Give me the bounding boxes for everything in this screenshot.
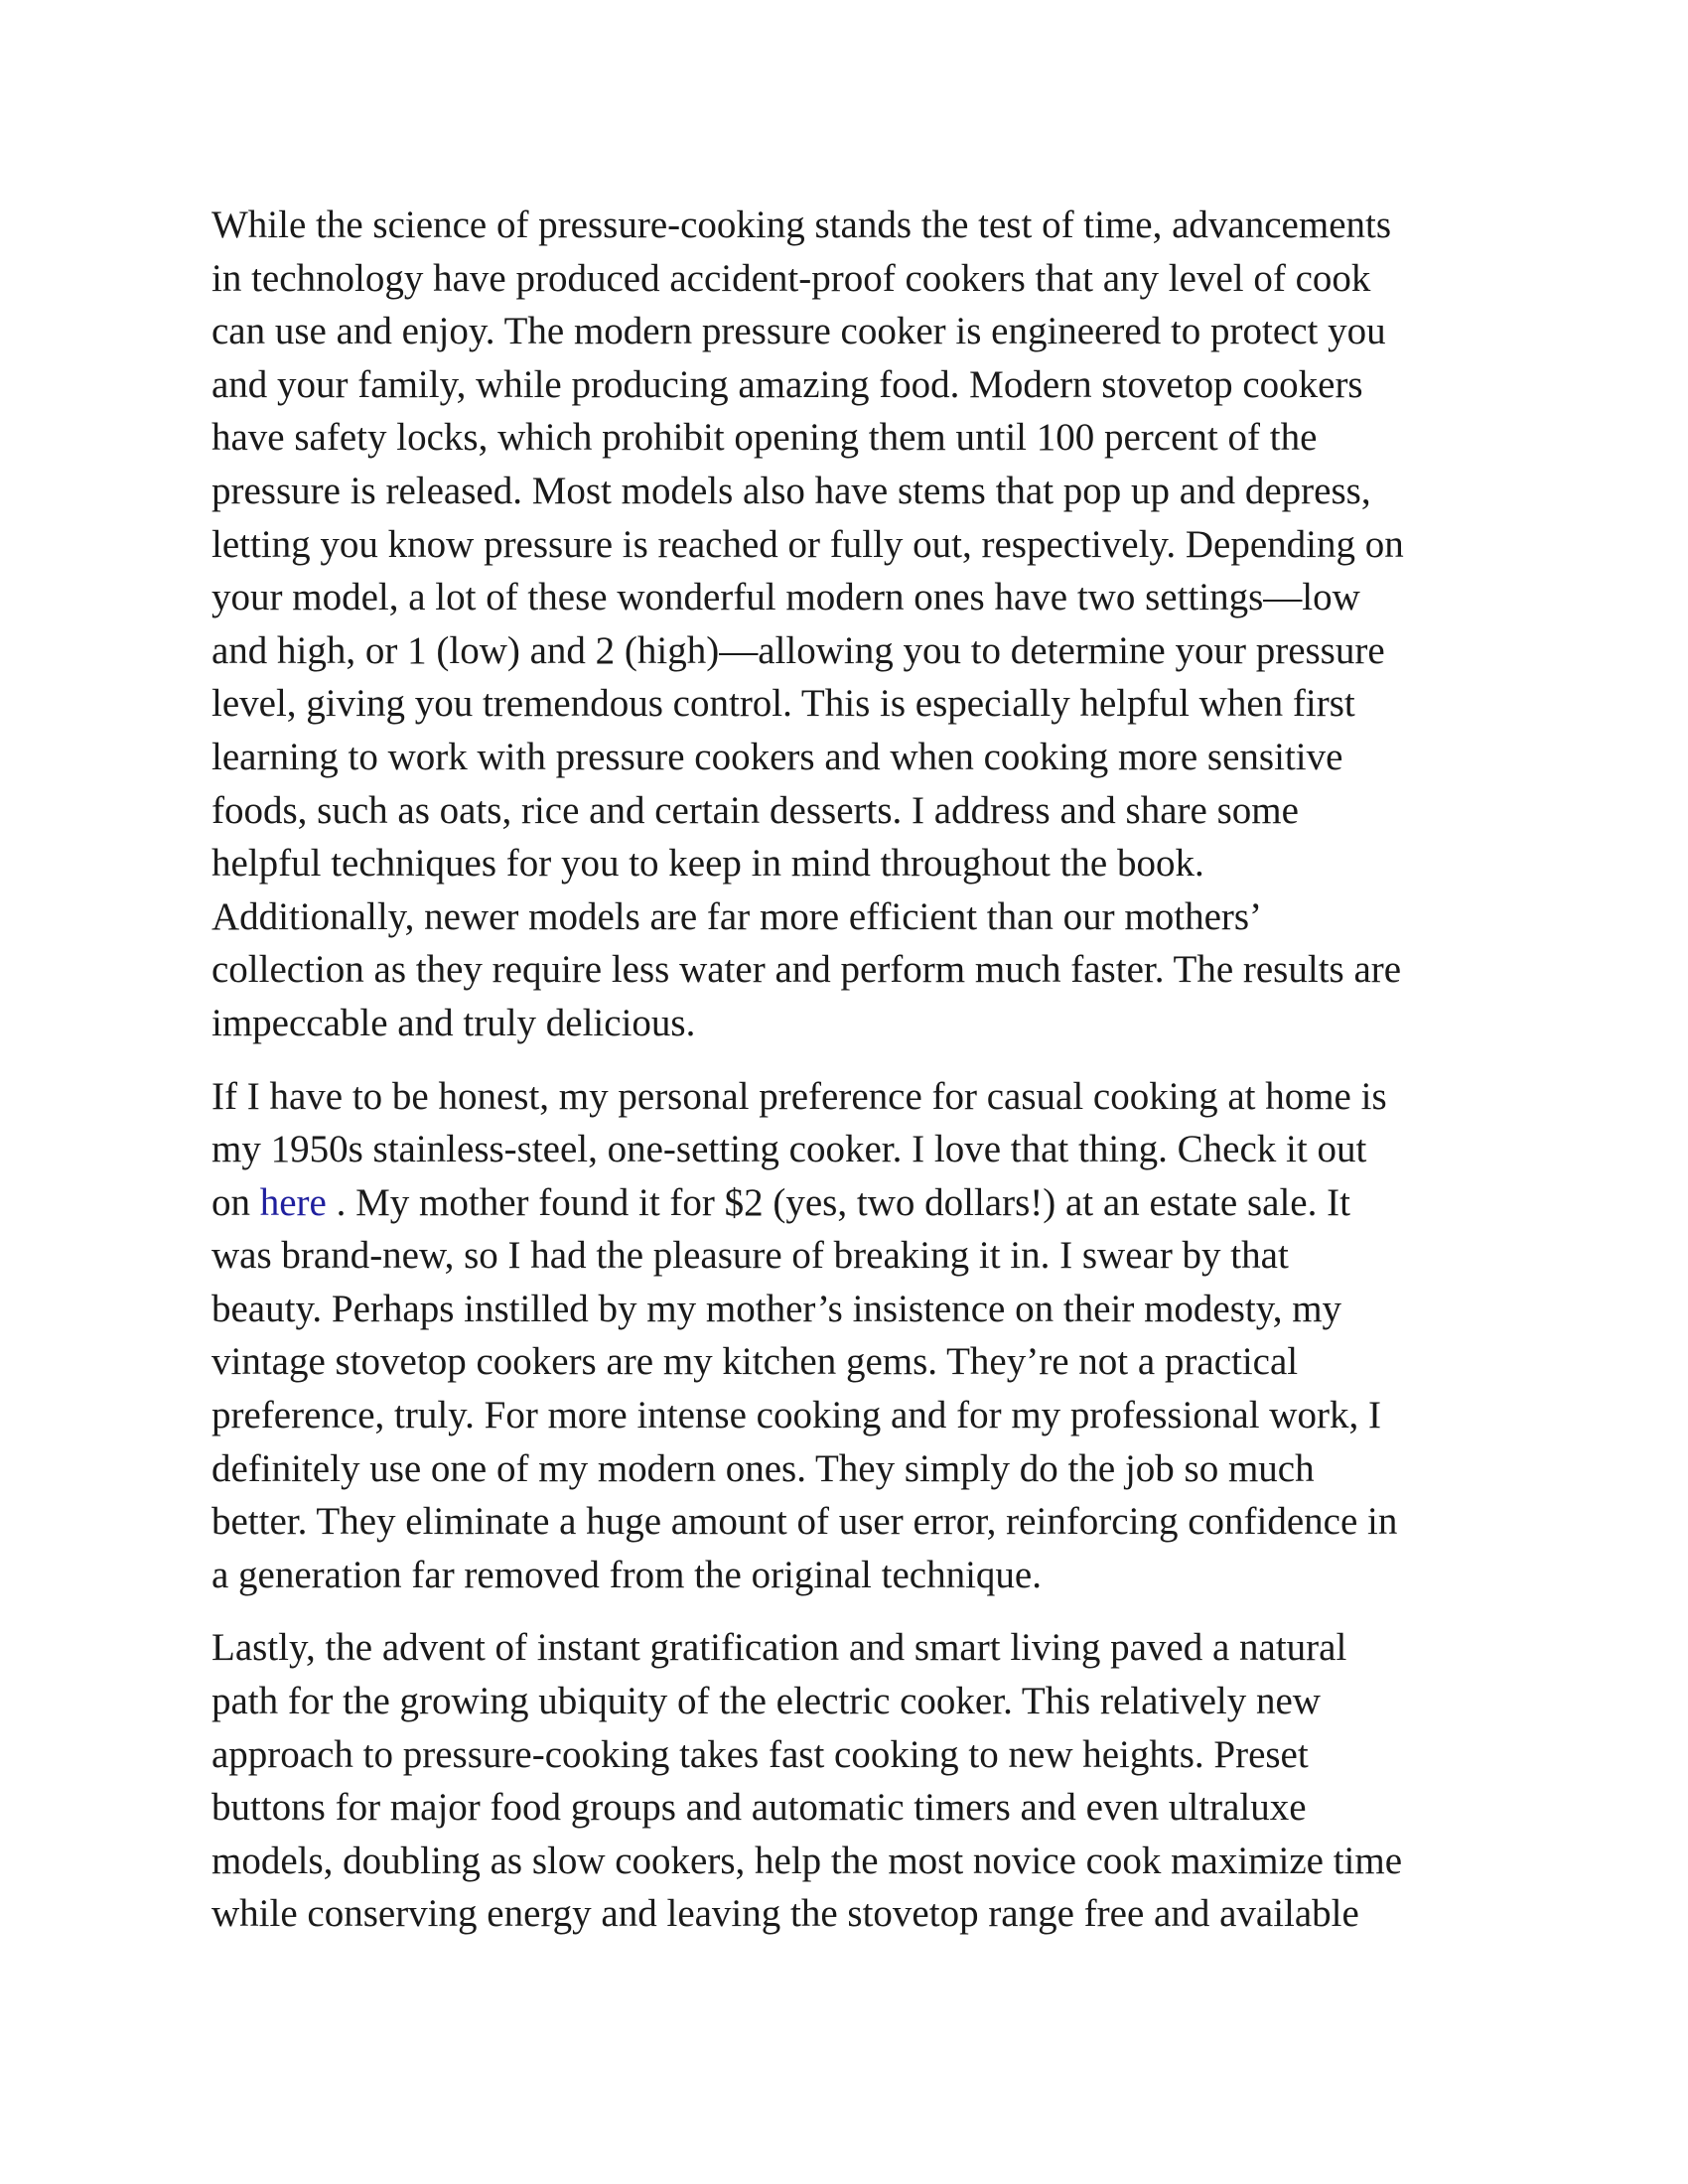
link-prefix-text: on [211, 1180, 260, 1224]
text-line: my 1950s stainless-steel, one-setting cooker. I love that thing. Check it out [211, 1128, 1367, 1171]
text-line: letting you know pressure is reached or fully out, respectively. Depending on [211, 522, 1404, 566]
text-line: and your family, while producing amazing food. Modern stovetop cookers [211, 362, 1363, 406]
text-line: approach to pressure-cooking takes fast cooking to new heights. Preset [211, 1732, 1309, 1776]
text-line: preference, truly. For more intense cooking and for my professional work, I [211, 1394, 1381, 1437]
text-line-with-link [211, 1176, 1502, 1230]
text-line: impeccable and truly delicious. [211, 1001, 696, 1044]
paragraph-modern-cookers [211, 199, 1502, 1050]
text-line: can use and enjoy. The modern pressure cooker is engineered to protect you [211, 310, 1386, 353]
text-line: helpful techniques for you to keep in mind throughout the book. [211, 842, 1204, 886]
text-line: pressure is released. Most models also have stems that pop up and depress, [211, 469, 1371, 512]
text-line: while conserving energy and leaving the stovetop range free and available [211, 1892, 1359, 1936]
text-line: learning to work with pressure cookers and when cooking more sensitive [211, 735, 1343, 778]
text-line: beauty. Perhaps instilled by my mother’s insistence on their modesty, my [211, 1287, 1342, 1330]
text-line: a generation far removed from the original technique. [211, 1553, 1042, 1596]
text-line: path for the growing ubiquity of the electric cooker. This relatively new [211, 1680, 1321, 1723]
paragraph-electric-cooker [211, 1621, 1502, 1941]
text-line: If I have to be honest, my personal preference for casual cooking at home is [211, 1074, 1387, 1118]
text-line: Lastly, the advent of instant gratification and smart living paved a natural [211, 1626, 1347, 1670]
text-line: Additionally, newer models are far more efficient than our mothers’ [211, 894, 1263, 938]
text-line: buttons for major food groups and automatic timers and even ultraluxe [211, 1786, 1307, 1830]
document-page [211, 199, 1502, 1961]
text-line: have safety locks, which prohibit opening them until 100 percent of the [211, 416, 1318, 460]
text-line: vintage stovetop cookers are my kitchen gems. They’re not a practical [211, 1340, 1299, 1384]
text-line: level, giving you tremendous control. This is especially helpful when first [211, 682, 1355, 726]
text-line: models, doubling as slow cookers, help the most novice cook maximize time [211, 1839, 1403, 1882]
text-line: While the science of pressure-cooking stands the test of time, advancements [211, 204, 1392, 246]
text-line: in technology have produced accident-proof cookers that any level of cook [211, 256, 1371, 300]
text-line: better. They eliminate a huge amount of user error, reinforcing confidence in [211, 1500, 1398, 1544]
text-line: was brand-new, so I had the pleasure of breaking it in. I swear by that [211, 1234, 1289, 1278]
text-line: definitely use one of my modern ones. They simply do the job so much [211, 1446, 1315, 1490]
text-line: collection as they require less water and perform much faster. The results are [211, 948, 1402, 992]
link-suffix-text: . My mother found it for $2 (yes, two dollars!) at an estate sale. It [326, 1180, 1350, 1224]
text-line: and high, or 1 (low) and 2 (high)—allowing you to determine your pressure [211, 628, 1385, 672]
text-line: your model, a lot of these wonderful modern ones have two settings—low [211, 576, 1360, 619]
text-line: foods, such as oats, rice and certain desserts. I address and share some [211, 788, 1299, 832]
here-link[interactable]: here [259, 1180, 327, 1224]
paragraph-personal-preference [211, 1070, 1502, 1602]
